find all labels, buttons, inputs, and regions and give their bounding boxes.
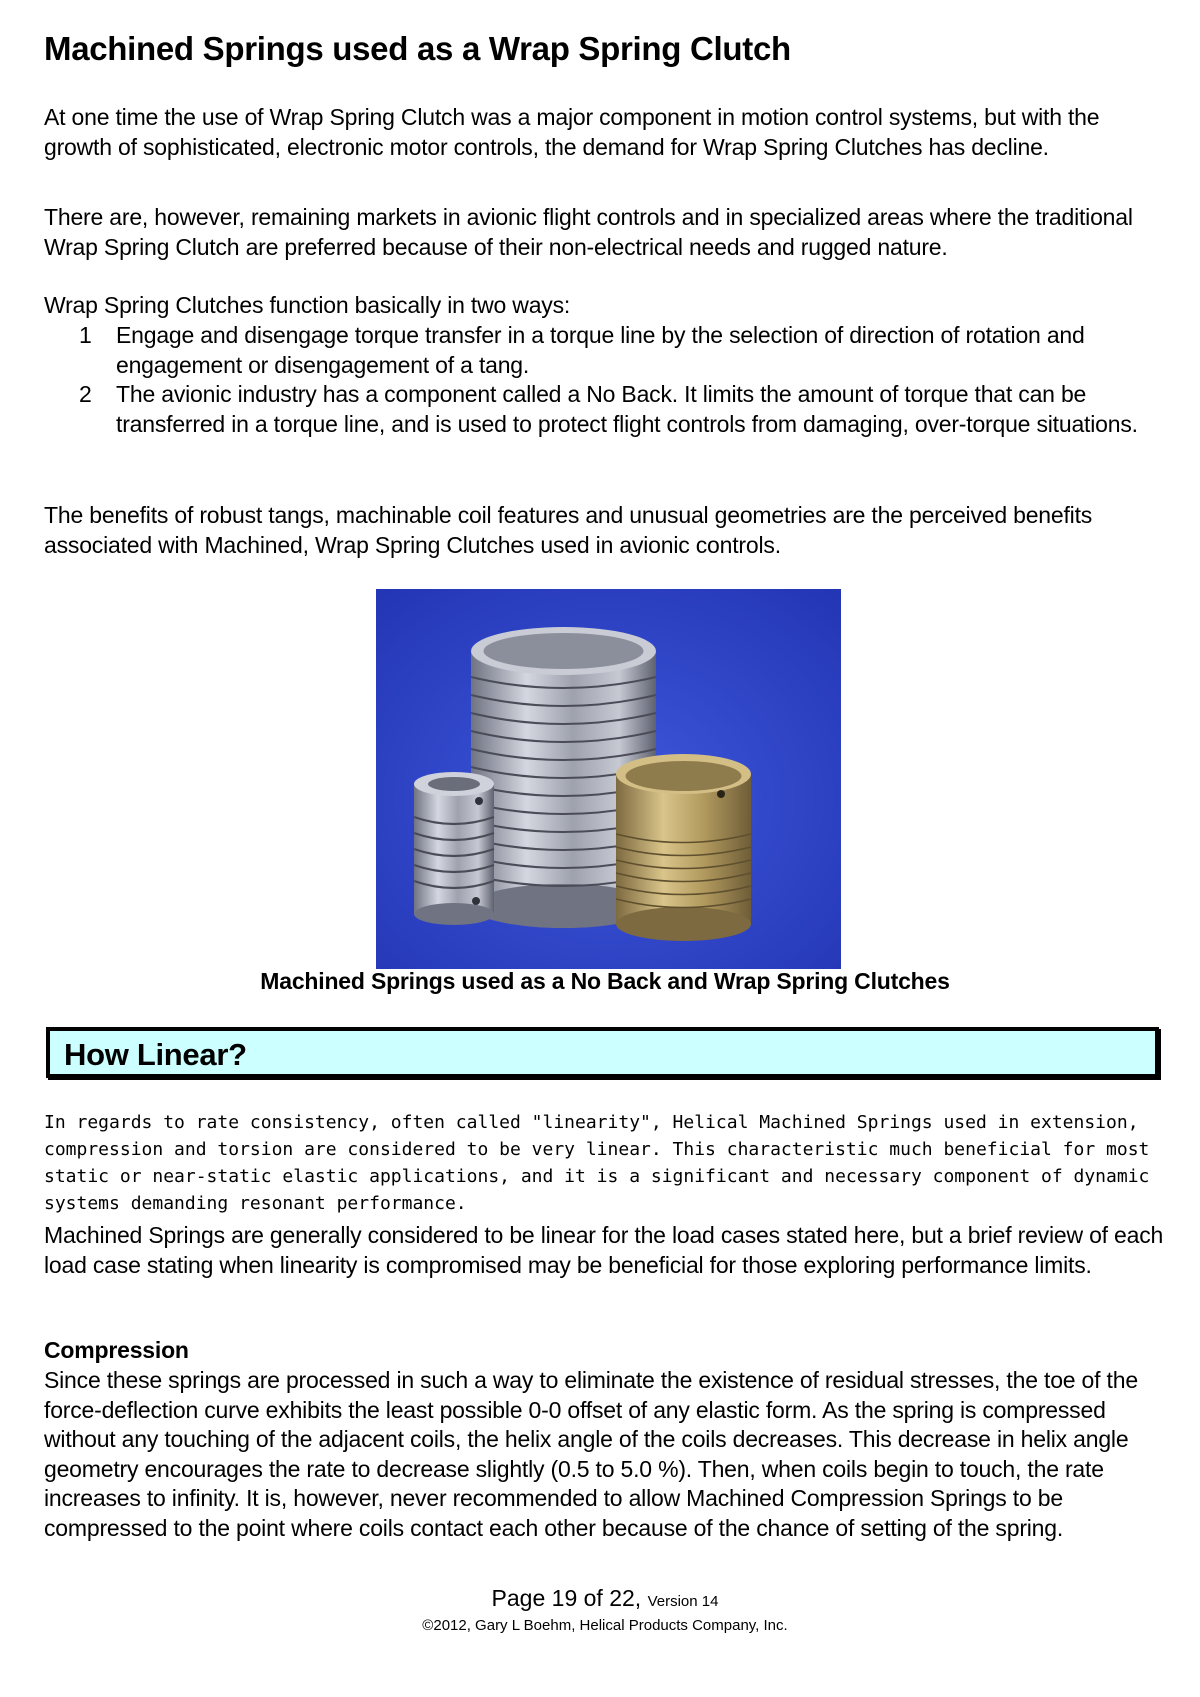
springs-photo — [376, 589, 841, 969]
paragraph-markets: There are, however, remaining markets in avionic flight controls and in specialized areas where the traditional Wrap Spring Clutch are preferred because of their non-electrical needs and rugged nature. — [44, 204, 1133, 260]
figure-caption: Machined Springs used as a No Back and Wrap Spring Clutches — [260, 968, 950, 994]
section-title: How Linear? — [64, 1037, 247, 1072]
brass-spring — [616, 754, 751, 941]
page-number — [0, 1585, 1200, 1612]
section-header-box — [46, 1027, 1159, 1078]
list-item — [44, 380, 1169, 439]
paragraph-functions: Wrap Spring Clutches function basically in two ways: — [44, 292, 571, 318]
copyright-text: ©2012, Gary L Boehm, Helical Products Company, Inc. — [422, 1617, 788, 1634]
paragraph-benefits: The benefits of robust tangs, machinable coil features and unusual geometries are the perceived benefits associated with Machined, Wrap Spring Clutches used in avionic controls. — [44, 502, 1093, 558]
page-title: Machined Springs used as a Wrap Spring Clutch — [44, 30, 791, 67]
function-list — [44, 321, 1169, 439]
linearity-mono-paragraph: In regards to rate consistency, often called "linearity", Helical Machined Springs used in extension, compression and torsion are considered to be very linear. This characteristic much beneficial for most static or near-static elastic applications, and it is a significant and necessary component of dynamic systems demanding resonant performance. — [44, 1112, 1150, 1214]
list-item-text: The avionic industry has a component called a No Back. It limits the amount of torque that can be transferred in a torque line, and is used to protect flight controls from damaging, over-torque situations. — [116, 381, 1138, 437]
list-number: 2 — [79, 381, 92, 407]
small-steel-spring — [414, 772, 494, 925]
paragraph-compression: Since these springs are processed in such a way to eliminate the existence of residual stresses, the toe of the force-deflection curve exhibits the least possible 0-0 offset of any elastic form. As the spring is compressed without any touching of the adjacent coils, the helix angle of the coils decreases. This decrease in helix angle geometry encourages the rate to decrease slightly (0.5 to 5.0 %). Then, when coils begin to touch, the rate increases to infinity. It is, however, never recommended to allow Machined Compression Springs to be compressed to the point where coils contact each other because of the chance of setting of the spring. — [44, 1367, 1138, 1541]
paragraph-linearity: Machined Springs are generally considered to be linear for the load cases stated here, but a brief review of each load case stating when linearity is compromised may be beneficial for those exploring performance limits. — [44, 1222, 1164, 1278]
version-text: Version 14 — [647, 1593, 719, 1610]
list-number: 1 — [79, 322, 92, 348]
list-item-text: Engage and disengage torque transfer in a torque line by the selection of direction of rotation and engagement or disengagement of a tang. — [116, 322, 1085, 378]
paragraph-intro: At one time the use of Wrap Spring Clutch was a major component in motion control systems, but with the growth of sophisticated, electronic motor controls, the demand for Wrap Spring Clutches has decline. — [44, 104, 1100, 160]
page-number-text: Page 19 of 22, — [491, 1585, 642, 1611]
list-item — [44, 321, 1169, 380]
compression-heading: Compression — [44, 1337, 189, 1363]
